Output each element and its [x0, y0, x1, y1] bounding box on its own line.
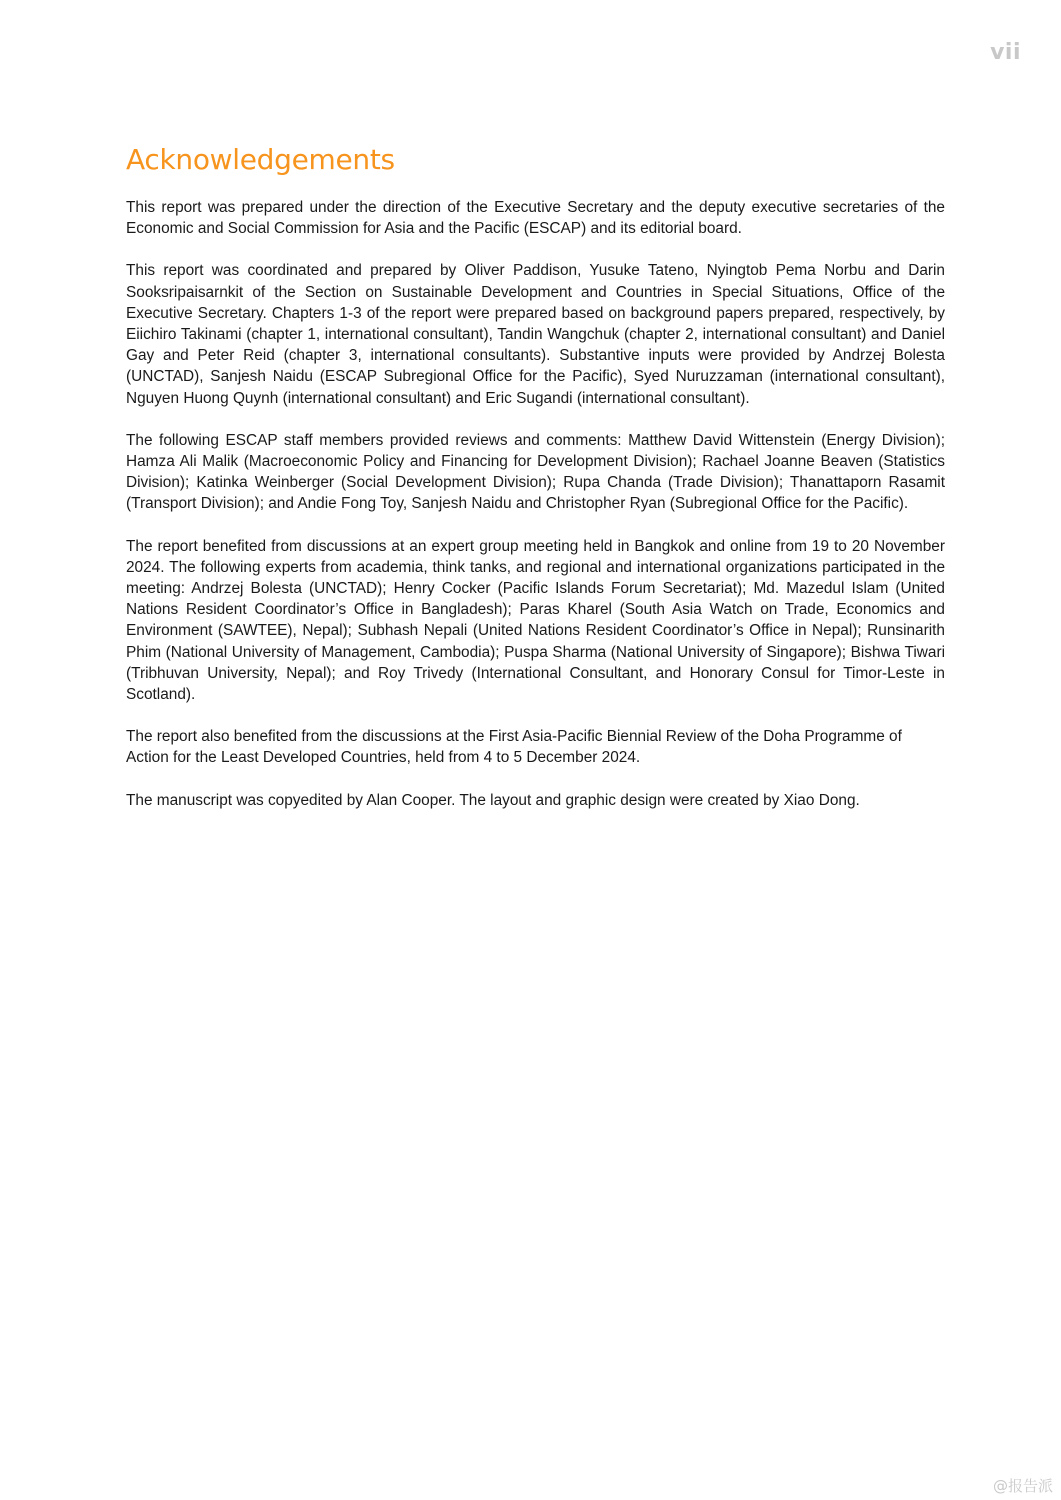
acknowledgements-section: [126, 140, 945, 811]
watermark: @报告派: [992, 1477, 1053, 1495]
page-title: Acknowledgements: [126, 143, 395, 176]
paragraph-direction: This report was prepared under the direction of the Executive Secretary and the deputy executive secretaries of the Economic and Social Commission for Asia and the Pacific (ESCAP) and its editorial board.: [126, 199, 945, 238]
paragraph-biennial-review: The report also benefited from the discussions at the First Asia-Pacific Biennial Review of the Doha Programme of Action for the Least Developed Countries, held from 4 to 5 December 2024.: [126, 728, 902, 767]
paragraph-copyedit-design: The manuscript was copyedited by Alan Cooper. The layout and graphic design were created by Xiao Dong.: [126, 791, 860, 809]
page-number: vii: [990, 40, 1021, 65]
paragraph-coordination: This report was coordinated and prepared by Oliver Paddison, Yusuke Tateno, Nyingtob Pema Norbu and Darin Sooksripaisarnkit of the Section on Sustainable Development and Countries in Special Situations, Office of the Executive Secretary. Chapters 1-3 of the report were prepared based on background papers prepared, respectively, by Eiichiro Takinami (chapter 1, international consultant), Tandin Wangchuk (chapter 2, international consultant) and Daniel Gay and Peter Reid (chapter 3, international consultants). Substantive inputs were provided by Andrzej Bolesta (UNCTAD), Sanjesh Naidu (ESCAP Subregional Office for the Pacific), Syed Nuruzzaman (international consultant), Nguyen Huong Quynh (international consultant) and Eric Sugandi (international consultant).: [126, 262, 945, 407]
paragraph-expert-meeting: The report benefited from discussions at an expert group meeting held in Bangkok and online from 19 to 20 November 2024. The following experts from academia, think tanks, and regional and international organizations participated in the meeting: Andrzej Bolesta (UNCTAD); Henry Cocker (Pacific Islands Forum Secretariat); Md. Mazedul Islam (United Nations Resident Coordinator’s Office in Bangladesh); Paras Kharel (South Asia Watch on Trade, Economics and Environment (SAWTEE), Nepal); Subhash Nepali (United Nations Resident Coordinator’s Office in Nepal); Runsinarith Phim (National University of Management, Cambodia); Puspa Sharma (National University of Singapore); Bishwa Tiwari (Tribhuvan University, Nepal); and Roy Trivedy (International Consultant, and Honorary Consul for Timor-Leste in Scotland).: [126, 537, 945, 704]
paragraph-staff-reviews: The following ESCAP staff members provided reviews and comments: Matthew David Wittenstein (Energy Division); Hamza Ali Malik (Macroeconomic Policy and Financing for Development Division); Rachael Joanne Beaven (Statistics Division); Katinka Weinberger (Social Development Division); Rupa Chanda (Trade Division); Thanattaporn Rasamit (Transport Division); and Andie Fong Toy, Sanjesh Naidu and Christopher Ryan (Subregional Office for the Pacific).: [126, 431, 945, 513]
